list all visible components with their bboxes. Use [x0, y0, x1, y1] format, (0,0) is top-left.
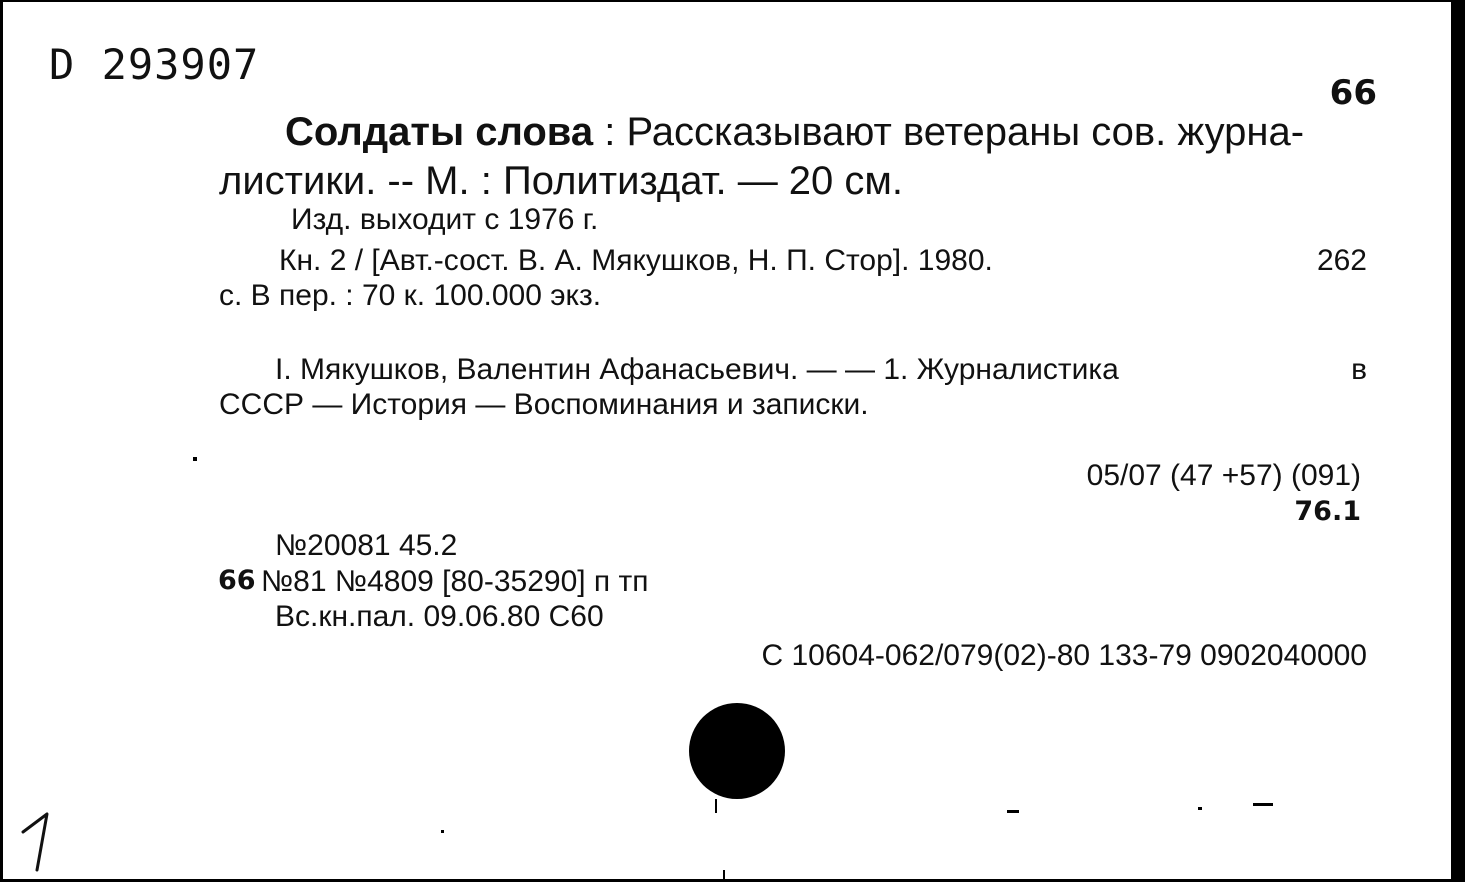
udc-code: 05/07 (47 +57) (091) — [1086, 459, 1361, 492]
speck-mark — [193, 457, 197, 461]
accession-line-3: Вс.кн.пал. 09.06.80 С60 — [275, 600, 604, 633]
tracings-line-1-end: в — [1351, 353, 1367, 386]
speck-mark — [441, 830, 444, 833]
inventory-number: D 293907 — [49, 40, 260, 89]
imprint-line: листики. -- М. : Политиздат. — 20 см. — [219, 159, 904, 203]
title-line — [285, 112, 1304, 152]
speck-mark — [1253, 803, 1273, 806]
accession-line-1: №20081 45.2 — [275, 529, 458, 562]
handwritten-mark — [17, 810, 57, 872]
speck-mark — [723, 870, 725, 882]
speck-mark — [715, 799, 717, 813]
bbk-code: 76.1 — [1294, 496, 1361, 527]
bold-code: 66 — [218, 565, 256, 596]
corner-code: 66 — [1329, 73, 1377, 113]
punch-hole — [689, 703, 785, 799]
publication-note: Изд. выходит с 1976 г. — [291, 203, 599, 236]
tracings-line-2: СССР — История — Воспоминания и записки. — [219, 388, 869, 421]
volume-line-1: Кн. 2 / [Авт.-сост. В. А. Мякушков, Н. П. Стор]. 1980. — [279, 244, 993, 277]
tracings-line-1: I. Мякушков, Валентин Афанасьевич. — — 1. Журналистика — [275, 353, 1119, 386]
speck-mark — [1198, 807, 1202, 810]
catalog-index: С 10604-062/079(02)-80 133-79 0902040000 — [761, 639, 1367, 672]
speck-mark — [1007, 810, 1019, 813]
title-rest: : Рассказывают ветераны сов. журна- — [593, 110, 1305, 154]
volume-line-2: с. В пер. : 70 к. 100.000 экз. — [219, 279, 602, 312]
accession-line-2: №81 №4809 [80-35290] п тп — [261, 565, 649, 598]
volume-pages: 262 — [1316, 244, 1367, 277]
title-bold: Солдаты слова — [285, 110, 594, 154]
